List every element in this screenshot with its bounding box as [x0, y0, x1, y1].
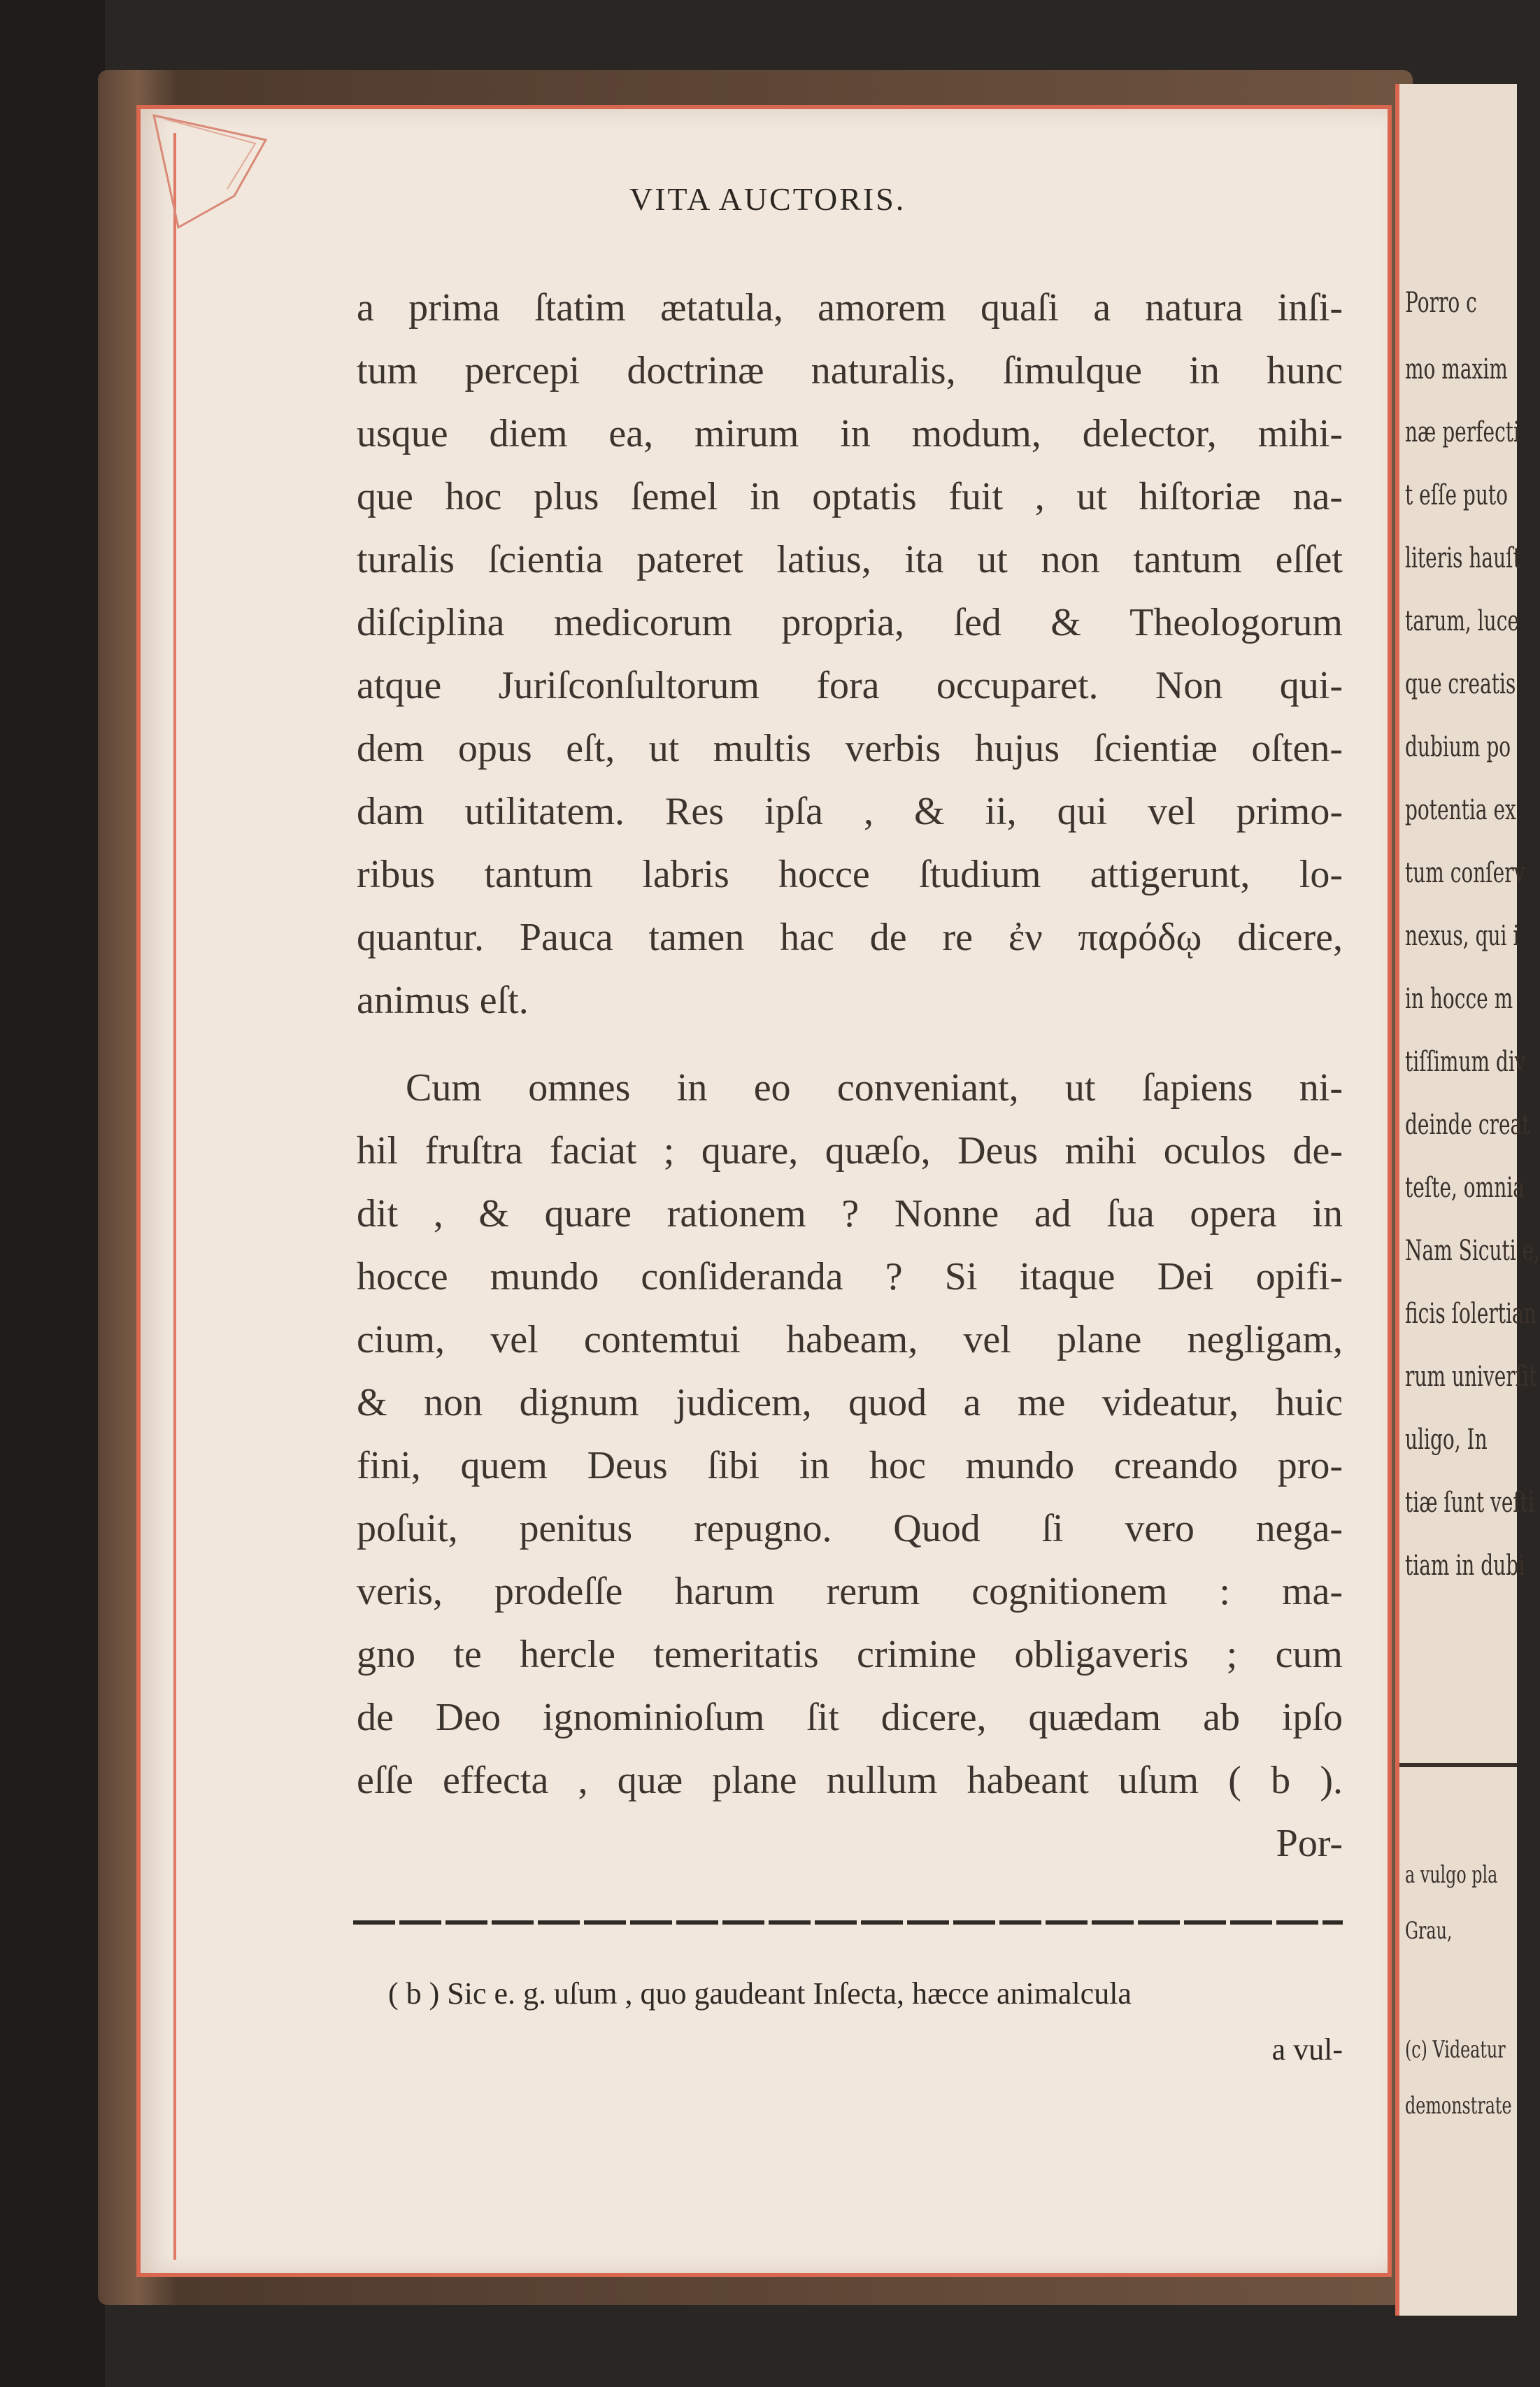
text-line: cium, vel contemtui habeam, vel plane negligam, — [357, 1318, 1343, 1361]
text-line: turalis ſcientia pateret latius, ita ut non tantum eſſet — [357, 538, 1343, 581]
adjacent-line: deinde creat — [1405, 1109, 1530, 1141]
text-line: Cum omnes in eo conveniant, ut ſapiens ni- — [406, 1066, 1343, 1110]
text-line: eſſe effecta , quæ plane nullum habeant uſum ( b ). — [357, 1759, 1343, 1802]
adjacent-footnote-line: a vulgo pla — [1405, 1861, 1498, 1889]
adjacent-line: que creatis — [1405, 668, 1516, 700]
text-line: veris, prodeſſe harum rerum cognitionem : ma- — [357, 1570, 1343, 1613]
catchword: Por- — [1276, 1822, 1343, 1865]
footnote-line: a vul- — [1271, 2032, 1343, 2067]
adjacent-line: tarum, luce — [1405, 605, 1519, 637]
text-line: & non dignum judicem, quod a me videatur, huic — [357, 1381, 1343, 1424]
text-line: atque Juriſconſultorum fora occuparet. Non qui- — [357, 664, 1343, 707]
adjacent-footnote-rule — [1399, 1763, 1517, 1767]
adjacent-page — [1395, 84, 1540, 2316]
footnote-line: ( b ) Sic e. g. uſum , quo gaudeant Inſecta, hæcce animalcula — [388, 1976, 1132, 2011]
text-line: que hoc plus ſemel in optatis fuit , ut hiſtoriæ na- — [357, 475, 1343, 518]
text-line: dam utilitatem. Res ipſa , & ii, qui vel primo- — [357, 790, 1343, 833]
background — [0, 0, 105, 2387]
adjacent-line: mo maxim — [1405, 353, 1508, 385]
text-line: gno te hercle temeritatis crimine obligaveris ; cum — [357, 1633, 1343, 1676]
adjacent-line: rum univerſit — [1405, 1361, 1537, 1393]
adjacent-line: tiæ ſunt veſti — [1405, 1487, 1534, 1519]
footnote-rule — [353, 1920, 1343, 1925]
paragraph-2 — [357, 1056, 1343, 1875]
adjacent-footnote-line: (c) Videatur — [1405, 2036, 1506, 2064]
adjacent-line: tiam in dubi — [1405, 1550, 1525, 1582]
text-line: poſuit, penitus repugno. Quod ſi vero nega- — [357, 1507, 1343, 1550]
text-line: dit , & quare rationem ? Nonne ad ſua opera in — [357, 1192, 1343, 1235]
adjacent-line: in hocce m — [1405, 983, 1513, 1015]
adjacent-line: teſte, omnia — [1405, 1172, 1525, 1204]
text-line: de Deo ignominioſum ſit dicere, quædam ab ipſo — [357, 1696, 1343, 1739]
page-margin-rule — [173, 133, 176, 2260]
text-line: tum percepi doctrinæ naturalis, ſimulque in hunc — [357, 349, 1343, 392]
adjacent-line: potentia ex — [1405, 794, 1516, 826]
text-line: usque diem ea, mirum in modum, delector, mihi- — [357, 412, 1343, 455]
text-line: dem opus eſt, ut multis verbis hujus ſcientiæ oſten- — [357, 727, 1343, 770]
adjacent-line: uligo, In — [1405, 1424, 1488, 1456]
adjacent-line: nexus, qui i — [1405, 920, 1520, 952]
adjacent-line: ficis ſolertian — [1405, 1298, 1537, 1330]
text-line: animus eſt. — [357, 979, 529, 1022]
text-line: diſciplina medicorum propria, ſed & Theologorum — [357, 601, 1343, 644]
paragraph-1 — [357, 276, 1343, 1032]
folded-corner-icon — [150, 112, 273, 234]
adjacent-line: Porro c — [1405, 287, 1477, 319]
text-line: ribus tantum labris hocce ſtudium attigerunt, lo- — [357, 853, 1343, 896]
adjacent-line: dubium po — [1405, 731, 1511, 763]
adjacent-line: tiſſimum div — [1405, 1046, 1526, 1078]
text-line: quantur. Pauca tamen hac de re ἐν παρόδῳ dicere, — [357, 916, 1343, 959]
text-line: fini, quem Deus ſibi in hoc mundo creando pro- — [357, 1444, 1343, 1487]
adjacent-line: literis hauſt — [1405, 542, 1521, 574]
text-line: hil fruſtra faciat ; quare, quæſo, Deus mihi oculos de- — [357, 1129, 1343, 1173]
adjacent-footnote-line: demonstrate — [1405, 2092, 1512, 2120]
adjacent-footnote-line: Grau, — [1405, 1917, 1453, 1945]
adjacent-line: t eſſe puto — [1405, 479, 1508, 511]
adjacent-line: tum conſerv — [1405, 857, 1525, 889]
adjacent-line: næ perfecti — [1405, 416, 1520, 448]
text-line: hocce mundo conſideranda ? Si itaque Dei opifi- — [357, 1255, 1343, 1298]
text-line: a prima ſtatim ætatula, amorem quaſi a natura inſi- — [357, 286, 1343, 330]
adjacent-line: Nam Sicuti e, — [1405, 1235, 1540, 1267]
running-header: VITA AUCTORIS. — [629, 181, 906, 217]
footnote — [388, 1966, 1343, 2078]
